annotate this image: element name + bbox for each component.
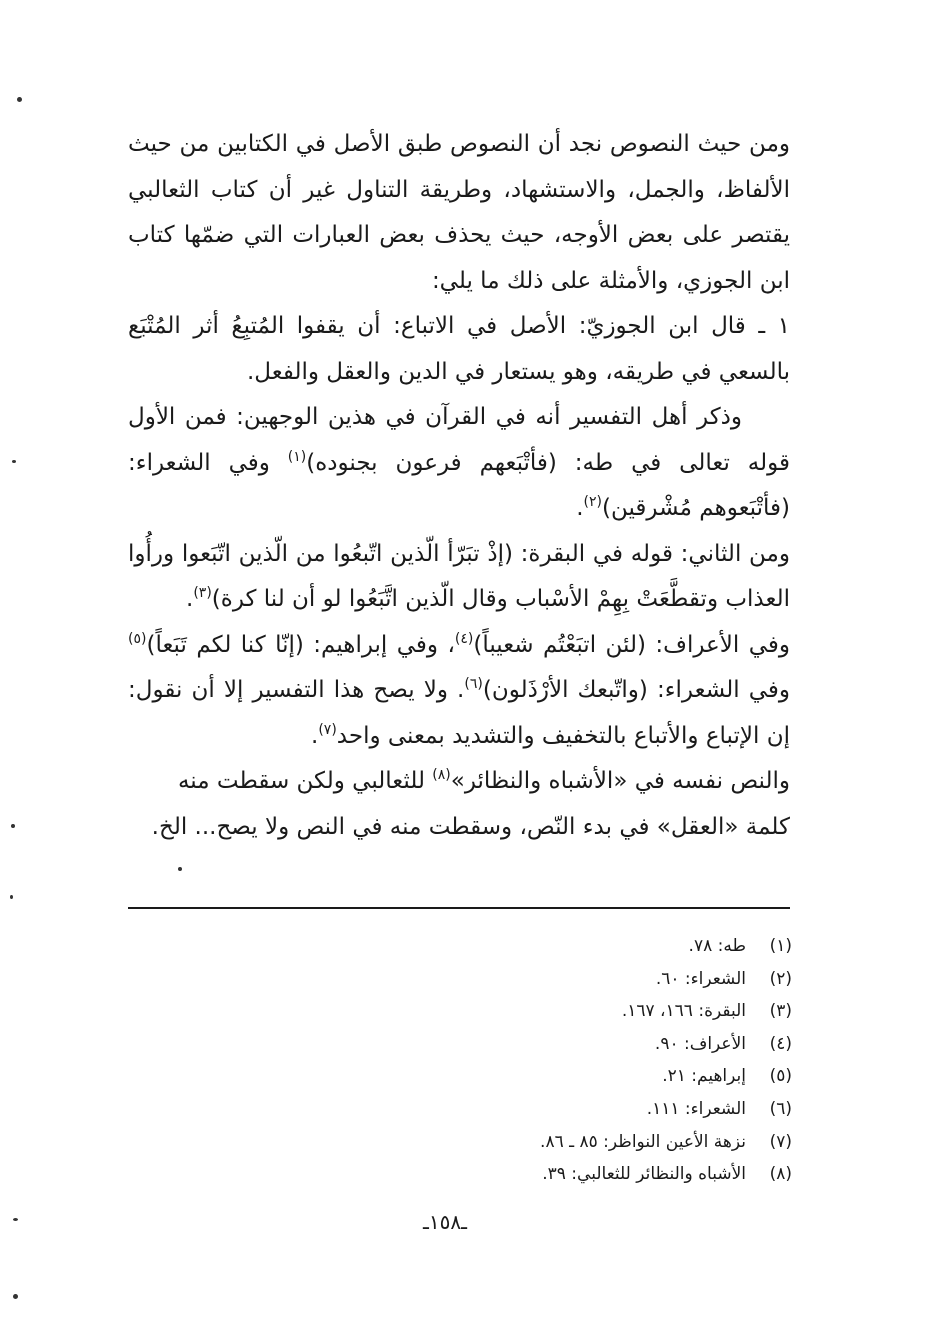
footnote-text: طه: ٧٨. bbox=[688, 936, 746, 956]
footnote-number: (٧) bbox=[769, 1131, 792, 1152]
footnote-item bbox=[300, 1028, 792, 1061]
paragraph-5: وفي الأعراف: (لئن اتبَعْتُم شعيباً)$^{(٤)}$، وفي إبراهيم: (إنّا كنا لكم تَبَعاً)$^{(٥)}$ وفي الشعراء: (واتّبعك الأرْذَلون)$^{(٦)}$. ولا يصح هذا التفسير إلا أن نقول: إن الإتباع والأتباع بالتخفيف والتشديد بمعنى واحد$^{(٧)}$. bbox=[128, 630, 790, 749]
footnote-item bbox=[300, 995, 792, 1028]
scan-speck bbox=[12, 460, 16, 463]
footnote-ref-4: (٤) bbox=[454, 630, 474, 647]
footnote-ref-5: (٥) bbox=[128, 630, 147, 647]
footnote-number: (٤) bbox=[769, 1033, 792, 1054]
footnote-text: الأعراف: ٩٠. bbox=[654, 1033, 746, 1054]
footnote-ref-6: (٦) bbox=[464, 676, 483, 692]
scan-speck bbox=[178, 867, 182, 871]
main-text bbox=[128, 122, 790, 850]
footnote-ref-1: (١) bbox=[287, 448, 307, 465]
page-number: ـ١٥٨ـ bbox=[423, 1210, 467, 1234]
scan-speck bbox=[13, 1294, 18, 1299]
footnote-text: البقرة: ١٦٦، ١٦٧. bbox=[621, 1001, 746, 1022]
footnote-ref-8: (٨) bbox=[432, 767, 451, 783]
footnote-number: (٢) bbox=[769, 968, 792, 989]
paragraph-2: ١ ـ قال ابن الجوزيّ: الأصل في الاتباع: أن يقفوا المُتبِعُ أثر المُتْبَع بالسعي في طريقه، وهو يستعار في الدين والعقل والفعل. bbox=[128, 313, 790, 385]
footnote-ref-7: (٧) bbox=[318, 721, 337, 738]
footnote-item bbox=[300, 1060, 792, 1093]
paragraph-6: والنص نفسه في «الأشباه والنظائر»$^{(٨)}$ للثعالبي ولكن سقطت منه كلمة «العقل» في بدء النّص، وسقطت منه في النص ولا يصح... الخ. bbox=[151, 767, 790, 840]
scan-speck bbox=[17, 97, 22, 102]
footnote-text: نزهة الأعين النواظر: ٨٥ ـ ٨٦. bbox=[540, 1131, 746, 1152]
footnote-text: الأشباه والنظائر للثعالبي: ٣٩. bbox=[542, 1164, 746, 1185]
footnote-text: إبراهيم: ٢١. bbox=[662, 1066, 746, 1087]
footnote-item bbox=[300, 963, 792, 996]
footnote-item bbox=[300, 1093, 792, 1126]
footnote-text: الشعراء: ١١١. bbox=[646, 1098, 746, 1119]
footnote-item bbox=[300, 930, 792, 963]
paragraph-4: ومن الثاني: قوله في البقرة: (إذْ تبَرّأ الّذين اتّبعُوا من الّذين اتّبَعوا ورأُوا العذاب وتقطَّعَتْ بِهِمْ الأسْباب وقال الّذين اتَّبَعُوا لو أن لنا كرة)$^{(٣)}$. bbox=[128, 540, 790, 612]
footnote-number: (٥) bbox=[769, 1066, 792, 1087]
footnote-number: (١) bbox=[769, 936, 792, 956]
footnote-number: (٣) bbox=[769, 1001, 792, 1022]
footnote-ref-2: (٢) bbox=[583, 494, 602, 510]
scan-speck bbox=[11, 824, 15, 828]
footnote-separator bbox=[128, 907, 790, 909]
footnote-ref-3: (٣) bbox=[193, 585, 212, 601]
footnotes-list bbox=[300, 930, 792, 1191]
paragraph-1: ومن حيث النصوص نجد أن النصوص طبق الأصل في الكتابين من حيث الألفاظ، والجمل، والاستشهاد، وطريقة التناول غير أن كتاب الثعالبي يقتصر على بعض الأوجه، حيث يحذف بعض العبارات التي ضمّها كتاب ابن الجوزي، والأمثلة على ذلك ما يلي: bbox=[128, 131, 790, 294]
footnote-number: (٨) bbox=[769, 1164, 792, 1185]
footnote-item bbox=[300, 1126, 792, 1159]
footnote-number: (٦) bbox=[769, 1098, 792, 1119]
footnote-text: الشعراء: ٦٠. bbox=[655, 968, 746, 989]
paragraph-3: وذكر أهل التفسير أنه في القرآن في هذين الوجهين: فمن الأول قوله تعالى في طه: (فأتْبَعهم فرعون بجنوده)$^{(١)}$ وفي الشعراء: (فأتْبَعوهم مُشْرقين)$^{(٢)}$. bbox=[128, 404, 790, 521]
scan-speck bbox=[10, 895, 13, 899]
scan-speck bbox=[13, 1218, 18, 1221]
footnote-item bbox=[300, 1158, 792, 1191]
